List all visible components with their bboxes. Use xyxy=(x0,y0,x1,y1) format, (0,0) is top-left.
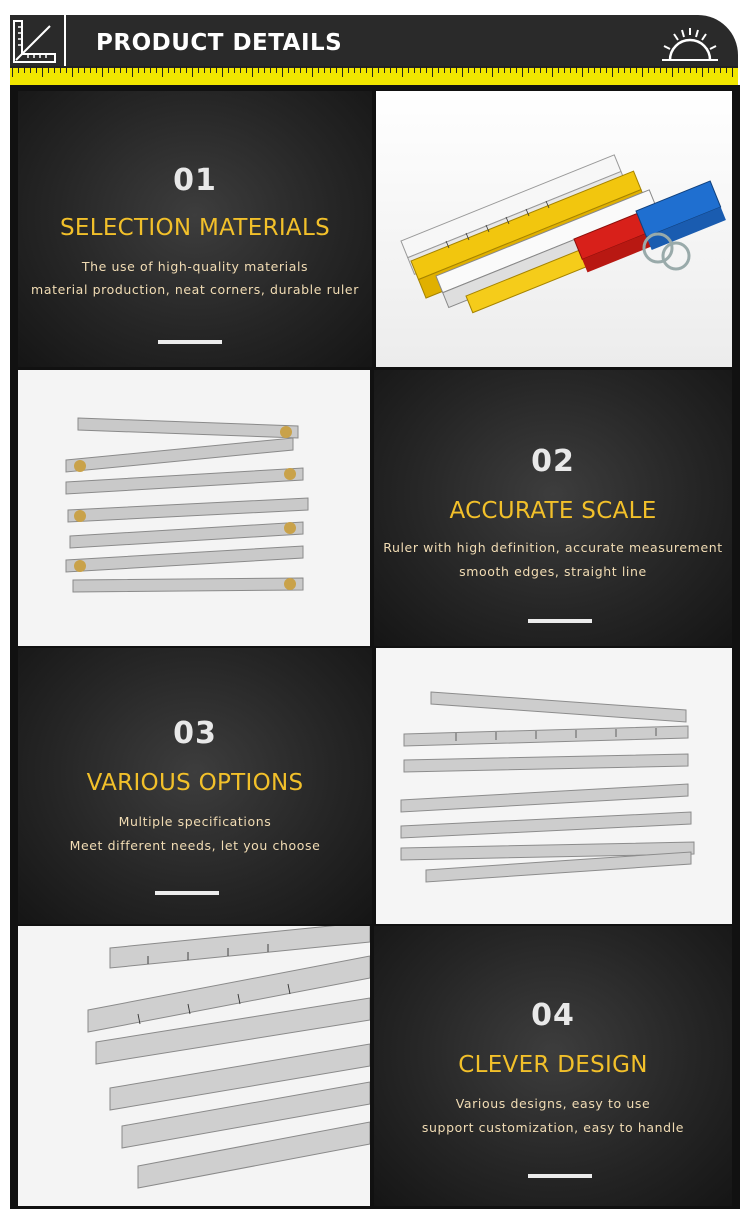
ruler-tick xyxy=(186,68,187,73)
ruler-strip xyxy=(10,66,738,85)
divider xyxy=(158,340,222,344)
ruler-tick xyxy=(726,68,727,73)
ruler-tick xyxy=(552,68,553,77)
ruler-tick xyxy=(558,68,559,73)
ruler-tick xyxy=(12,68,13,77)
ruler-tick xyxy=(30,68,31,73)
ruler-tick xyxy=(288,68,289,73)
feature-title: ACCURATE SCALE xyxy=(449,498,657,524)
ruler-tick xyxy=(570,68,571,73)
divider xyxy=(155,891,219,895)
ruler-tick xyxy=(342,68,343,77)
ruler-tick xyxy=(618,68,619,73)
ruler-tick xyxy=(462,68,463,77)
ruler-tick xyxy=(18,68,19,73)
ruler-tick xyxy=(468,68,469,73)
ruler-tick xyxy=(210,68,211,73)
feature-number: 04 xyxy=(531,998,575,1033)
ruler-tick xyxy=(78,68,79,73)
page-title: PRODUCT DETAILS xyxy=(96,30,343,56)
ruler-tick xyxy=(426,68,427,73)
ruler-tick xyxy=(150,68,151,73)
ruler-tick xyxy=(378,68,379,73)
ruler-tick xyxy=(180,68,181,73)
feature-text-line-2: Meet different needs, let you choose xyxy=(69,838,321,853)
ruler-tick xyxy=(84,68,85,73)
ruler-tick xyxy=(684,68,685,73)
ruler-tick xyxy=(522,68,523,77)
feature-text-line-1: The use of high-quality materials xyxy=(81,259,309,274)
feature-number: 03 xyxy=(173,716,217,751)
ruler-tick xyxy=(480,68,481,73)
divider xyxy=(528,619,592,623)
ruler-tick xyxy=(258,68,259,73)
ruler-tick xyxy=(228,68,229,73)
ruler-tick xyxy=(294,68,295,73)
ruler-tick xyxy=(246,68,247,73)
feature-title: VARIOUS OPTIONS xyxy=(86,770,304,796)
ruler-tick xyxy=(198,68,199,73)
ruler-tick xyxy=(162,68,163,77)
feature-title: CLEVER DESIGN xyxy=(458,1052,648,1078)
page-header xyxy=(0,0,750,85)
ruler-tick xyxy=(126,68,127,73)
ruler-tick xyxy=(72,68,73,77)
ruler-tick xyxy=(414,68,415,73)
ruler-tick xyxy=(270,68,271,73)
ruler-tick xyxy=(348,68,349,73)
ruler-tick xyxy=(330,68,331,73)
ruler-tick xyxy=(234,68,235,73)
ruler-tick xyxy=(606,68,607,73)
product-image-2 xyxy=(18,370,370,646)
ruler-tick xyxy=(318,68,319,73)
feature-panel-2 xyxy=(374,370,732,646)
ruler-tick xyxy=(504,68,505,73)
ruler-tick xyxy=(696,68,697,73)
ruler-tick xyxy=(276,68,277,73)
ruler-tick xyxy=(612,68,613,77)
ruler-tick xyxy=(366,68,367,73)
feature-text-line-2: material production, neat corners, durable ruler xyxy=(31,282,359,297)
ruler-tick xyxy=(666,68,667,73)
ruler-tick xyxy=(264,68,265,73)
ruler-tick xyxy=(516,68,517,73)
ruler-tick xyxy=(114,68,115,73)
divider xyxy=(528,1174,592,1178)
ruler-tick xyxy=(48,68,49,73)
ruler-tick xyxy=(624,68,625,73)
ruler-tick xyxy=(324,68,325,73)
ruler-tick xyxy=(312,68,313,77)
ruler-tick xyxy=(156,68,157,73)
ruler-tick xyxy=(486,68,487,73)
ruler-tick xyxy=(582,68,583,77)
ruler-tick xyxy=(216,68,217,73)
ruler-tick xyxy=(534,68,535,73)
ruler-tick xyxy=(60,68,61,73)
feature-text-line-2: support customization, easy to handle xyxy=(421,1120,685,1135)
product-image-4 xyxy=(18,926,370,1206)
feature-panel-1 xyxy=(18,91,372,367)
ruler-tick xyxy=(438,68,439,73)
ruler-tick xyxy=(132,68,133,77)
ruler-tick xyxy=(432,68,433,77)
ruler-tick xyxy=(732,68,733,77)
ruler-tick xyxy=(654,68,655,73)
ruler-tick xyxy=(24,68,25,73)
ruler-tick xyxy=(492,68,493,77)
ruler-tick xyxy=(678,68,679,73)
product-image-1 xyxy=(376,91,732,367)
ruler-tick xyxy=(384,68,385,73)
ruler-tick xyxy=(390,68,391,73)
ruler-tick xyxy=(360,68,361,73)
ruler-tick xyxy=(252,68,253,77)
ruler-tick xyxy=(510,68,511,73)
feature-number: 01 xyxy=(173,163,217,198)
ruler-tick xyxy=(96,68,97,73)
ruler-tick xyxy=(588,68,589,73)
feature-number: 02 xyxy=(531,444,575,479)
half-sun-icon xyxy=(660,26,720,62)
ruler-tick xyxy=(120,68,121,73)
ruler-tick xyxy=(498,68,499,73)
ruler-tick xyxy=(42,68,43,77)
ruler-tick xyxy=(660,68,661,73)
product-image-3 xyxy=(376,648,732,924)
ruler-tick xyxy=(672,68,673,77)
ruler-tick xyxy=(600,68,601,73)
ruler-tick xyxy=(102,68,103,77)
ruler-tick xyxy=(402,68,403,77)
ruler-tick xyxy=(372,68,373,77)
ruler-tick xyxy=(594,68,595,73)
ruler-tick xyxy=(720,68,721,73)
ruler-tick xyxy=(36,68,37,73)
ruler-tick xyxy=(354,68,355,73)
feature-panel-3 xyxy=(18,648,372,924)
ruler-tick xyxy=(300,68,301,73)
ruler-tick xyxy=(540,68,541,73)
ruler-tick xyxy=(168,68,169,73)
ruler-tick xyxy=(420,68,421,73)
ruler-tick xyxy=(306,68,307,73)
ruler-tick xyxy=(408,68,409,73)
ruler-tick xyxy=(336,68,337,73)
ruler-tick xyxy=(708,68,709,73)
ruler-tick xyxy=(90,68,91,73)
ruler-tick xyxy=(138,68,139,73)
ruler-tick xyxy=(282,68,283,77)
ruler-tick xyxy=(54,68,55,73)
ruler-tick xyxy=(444,68,445,73)
ruler-tick xyxy=(240,68,241,73)
ruler-tick xyxy=(576,68,577,73)
ruler-tick xyxy=(702,68,703,77)
feature-text-line-2: smooth edges, straight line xyxy=(459,564,647,579)
ruler-tick xyxy=(204,68,205,73)
ruler-tick xyxy=(636,68,637,73)
ruler-tick xyxy=(456,68,457,73)
ruler-tick xyxy=(396,68,397,73)
ruler-tick xyxy=(564,68,565,73)
ruler-tick xyxy=(690,68,691,73)
feature-text-line-1: Various designs, easy to use xyxy=(455,1096,651,1111)
ruler-tick xyxy=(108,68,109,73)
feature-text-line-1: Multiple specifications xyxy=(118,814,272,829)
ruler-tick xyxy=(222,68,223,77)
ruler-tick xyxy=(642,68,643,77)
ruler-tick xyxy=(714,68,715,73)
ruler-tick xyxy=(474,68,475,73)
feature-title: SELECTION MATERIALS xyxy=(60,215,330,241)
feature-panel-4 xyxy=(374,926,732,1206)
ruler-tick xyxy=(630,68,631,73)
ruler-tick xyxy=(648,68,649,73)
ruler-tick xyxy=(66,68,67,73)
ruler-tick xyxy=(528,68,529,73)
ruler-tick xyxy=(546,68,547,73)
ruler-tick xyxy=(174,68,175,73)
ruler-tick xyxy=(144,68,145,73)
ruler-tick xyxy=(192,68,193,77)
ruler-tick xyxy=(450,68,451,73)
feature-text-line-1: Ruler with high definition, accurate measurement xyxy=(383,540,723,555)
carpenter-square-icon xyxy=(10,15,64,66)
